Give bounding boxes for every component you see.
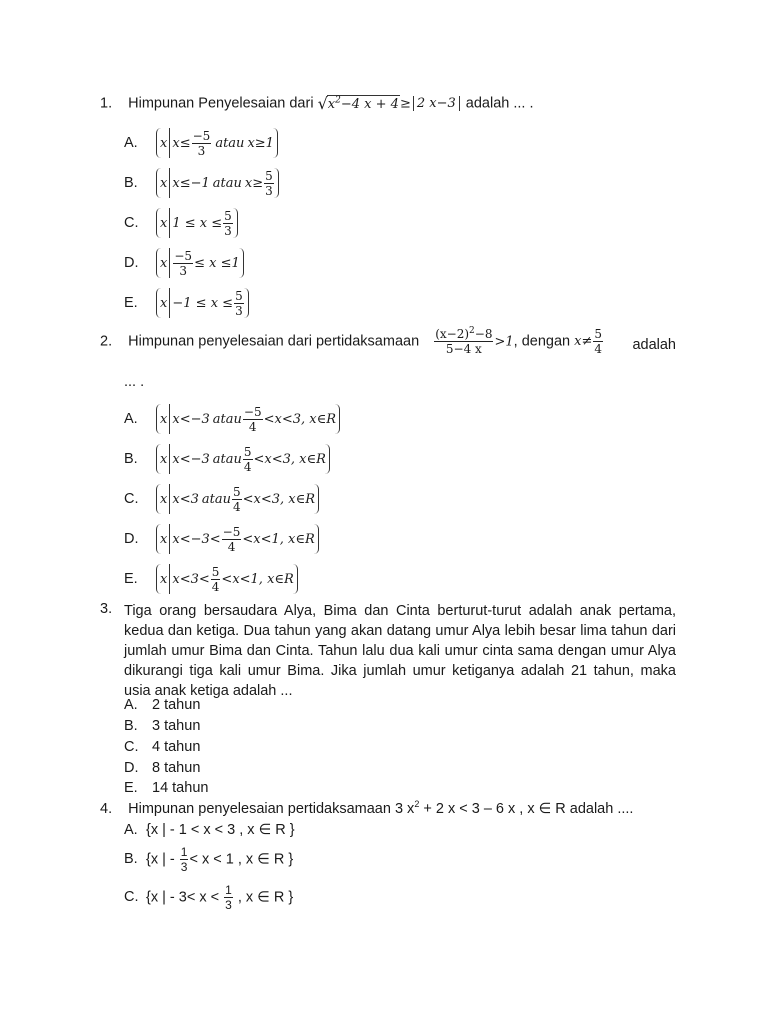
answer-set: x x <−3 atau $\frac{-5}{4}$ <x<3, x∈R xyxy=(156,404,340,434)
answer-set: x 1 ≤ x ≤ $\frac{5}{3}$ xyxy=(156,208,238,238)
absolute-value-expression: 2 x−3 xyxy=(413,96,460,111)
answer-set: x $\frac{-5}{3}$ ≤ x ≤1 xyxy=(156,248,244,278)
q1-option-d[interactable]: D. x $\frac{-5}{3}$ ≤ x ≤1 xyxy=(124,248,244,278)
q2-option-e[interactable]: E. x x <3< $\frac{5}{4}$ <x<1, x∈R xyxy=(124,564,298,594)
question-2-stem: 2. Himpunan penyelesaian dari pertidaksamaan $\frac{(x-2)^2-8}{5-4 x}$ >1, dengan x≠ $\frac{5}{4}$ adalah xyxy=(100,326,676,357)
question-number: 3. xyxy=(100,601,113,617)
q1-option-b[interactable]: B. x x ≤−1 atau x ≥ $\frac{5}{3}$ xyxy=(124,168,279,198)
answer-set: x x <−3< $\frac{-5}{4}$ <x<1, x∈R xyxy=(156,524,319,554)
q3-option-d[interactable]: D. 8 tahun xyxy=(124,760,201,776)
question-number: 1. xyxy=(100,95,113,112)
q3-option-c[interactable]: C. 4 tahun xyxy=(124,739,201,755)
q4-option-b[interactable]: B. {x | - $\frac{1}{3}$ < x < 1 , x ∈ R } xyxy=(124,845,294,874)
question-number: 4. xyxy=(100,801,113,817)
answer-set: x x ≤−1 atau x ≥ $\frac{5}{3}$ xyxy=(156,168,279,198)
q2-option-d[interactable]: D. x x <−3< $\frac{-5}{4}$ <x<1, x∈R xyxy=(124,524,319,554)
q2-option-b[interactable]: B. x x <−3 atau $\frac{5}{4}$ <x<3, x∈R xyxy=(124,444,330,474)
inequality-fraction: $\frac{(x-2)^2-8}{5-4 x}$ xyxy=(435,326,493,356)
answer-set: x x <3< $\frac{5}{4}$ <x<1, x∈R xyxy=(156,564,298,594)
square-root-expression: √ $x^2-4$ x + 4 xyxy=(317,94,399,113)
q3-option-a[interactable]: A. 2 tahun xyxy=(124,697,201,713)
question-4-stem: 4. Himpunan penyelesaian pertidaksamaan 3 $x^2 + 2$ x < 3 – 6 x , x ∈ R adalah .... xyxy=(100,799,634,817)
q3-option-e[interactable]: E. 14 tahun xyxy=(124,780,209,796)
question-1-stem: 1. Himpunan Penyelesaian dari √ $x^2-4$ x + 4 ≥ 2 x−3 adalah ... . xyxy=(100,94,534,113)
question-3-text: Tiga orang bersaudara Alya, Bima dan Cinta berturut-turut adalah anak pertama, kedua dan ketiga. Dua tahun yang akan datang umur Alya lebih besar lima tahun dari jumlah umur Bima dan Cinta. Tahun lalu dua kali umur cinta sama dengan umur Alya dikurangi tiga kali umur Bima. Jika jumlah umur ketiganya adalah 21 tahun, maka usia anak ketiga adalah ... xyxy=(124,603,676,699)
q1-option-e[interactable]: E. x −1 ≤ x ≤ $\frac{5}{3}$ xyxy=(124,288,249,318)
q2-option-a[interactable]: A. x x <−3 atau $\frac{-5}{4}$ <x<3, x∈R xyxy=(124,404,340,434)
answer-set: x x ≤ $\frac{-5}{3}$ atau x ≥1 xyxy=(156,128,278,158)
answer-set: x x <−3 atau $\frac{5}{4}$ <x<3, x∈R xyxy=(156,444,330,474)
question-number: 2. xyxy=(100,333,113,350)
q4-option-c[interactable]: C. {x | - 3< x < $\frac{1}{3}$ , x ∈ R } xyxy=(124,883,294,912)
q1-option-a[interactable]: A. x x ≤ $\frac{-5}{3}$ atau x ≥1 xyxy=(124,128,278,158)
question-text: Himpunan penyelesaian dari pertidaksamaan xyxy=(128,333,420,350)
q4-option-a[interactable]: A. {x | - 1 < x < 3 , x ∈ R } xyxy=(124,822,295,838)
q2-option-c[interactable]: C. x x <3 atau $\frac{5}{4}$ <x<3, x∈R xyxy=(124,484,319,514)
answer-set: x −1 ≤ x ≤ $\frac{5}{3}$ xyxy=(156,288,249,318)
q3-option-b[interactable]: B. 3 tahun xyxy=(124,718,201,734)
question-2-continuation: ... . xyxy=(124,374,145,390)
answer-set: x x <3 atau $\frac{5}{4}$ <x<3, x∈R xyxy=(156,484,319,514)
question-text: Himpunan Penyelesaian dari xyxy=(128,95,314,112)
q1-option-c[interactable]: C. x 1 ≤ x ≤ $\frac{5}{3}$ xyxy=(124,208,238,238)
